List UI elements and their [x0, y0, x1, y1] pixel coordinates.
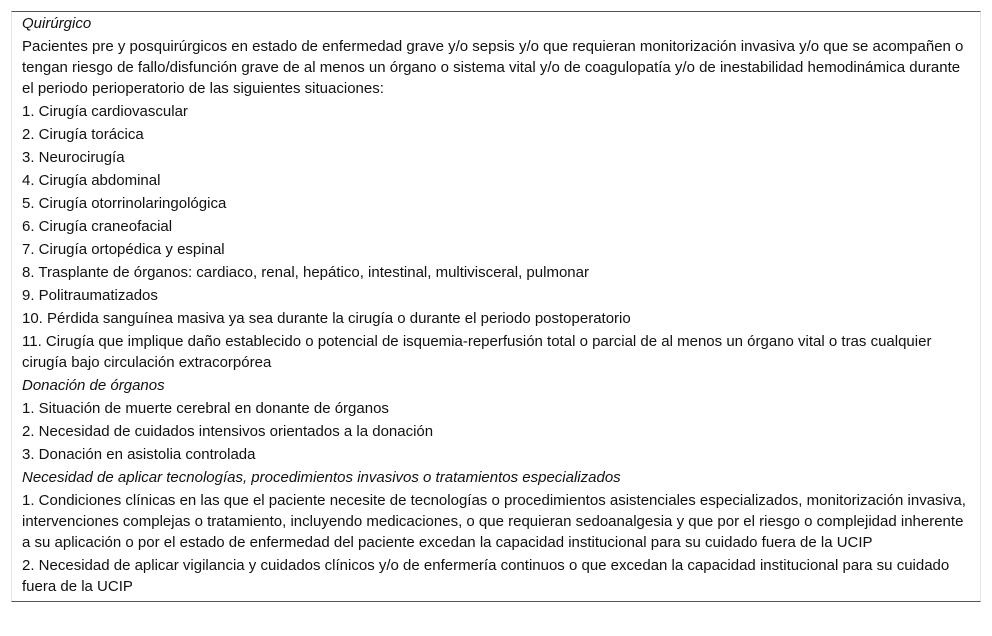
surgical-description: Pacientes pre y posquirúrgicos en estado de enfermedad grave y/o sepsis y/o que requieran monitorización invasiva y/o que se acompañen o tengan riesgo de fallo/disfunción grave de al menos un órgano o sistema vital y/o de coagulopatía y/o de inestabilidad hemodinámica durante el periodo perioperatorio de las siguientes situaciones: [22, 38, 964, 97]
list-item: 2. Cirugía torácica [22, 126, 144, 143]
list-item: 7. Cirugía ortopédica y espinal [22, 241, 225, 258]
list-item: 1. Situación de muerte cerebral en donante de órganos [22, 400, 389, 417]
list-item: 6. Cirugía craneofacial [22, 218, 173, 235]
list-item: 8. Trasplante de órganos: cardiaco, renal, hepático, intestinal, multivisceral, pulmonar [22, 264, 589, 281]
list-item: 10. Pérdida sanguínea masiva ya sea durante la cirugía o durante el periodo postoperatorio [22, 310, 631, 327]
section-heading-organ-donation: Donación de órganos [22, 377, 165, 394]
list-item: 5. Cirugía otorrinolaringológica [22, 195, 227, 212]
section-heading-technologies: Necesidad de aplicar tecnologías, procedimientos invasivos o tratamientos especializados [22, 469, 621, 486]
list-item: 2. Necesidad de cuidados intensivos orientados a la donación [22, 423, 434, 440]
list-item: 11. Cirugía que implique daño establecido o potencial de isquemia-reperfusión total o parcial de al menos un órgano vital o tras cualquier cirugía bajo circulación extracorpórea [22, 333, 932, 371]
list-item: 1. Cirugía cardiovascular [22, 103, 188, 120]
list-item: 4. Cirugía abdominal [22, 172, 161, 189]
list-item: 3. Neurocirugía [22, 149, 125, 166]
list-item: 3. Donación en asistolia controlada [22, 446, 256, 463]
section-heading-surgical: Quirúrgico [22, 15, 92, 32]
list-item: 2. Necesidad de aplicar vigilancia y cuidados clínicos y/o de enfermería continuos o que excedan la capacidad institucional para su cuidado fuera de la UCIP [22, 557, 950, 595]
list-item: 9. Politraumatizados [22, 287, 158, 304]
list-item: 1. Condiciones clínicas en las que el paciente necesite de tecnologías o procedimientos asistenciales especializados, monitorización invasiva, intervenciones complejas o tratamiento, incluyendo medicaciones, o que requieran sedoanalgesia y que por el riesgo o complejidad inherente a su aplicación o por el estado de enfermedad del paciente excedan la capacidad institucional para su cuidado fuera de la UCIP [22, 492, 966, 551]
criteria-table [11, 11, 981, 602]
